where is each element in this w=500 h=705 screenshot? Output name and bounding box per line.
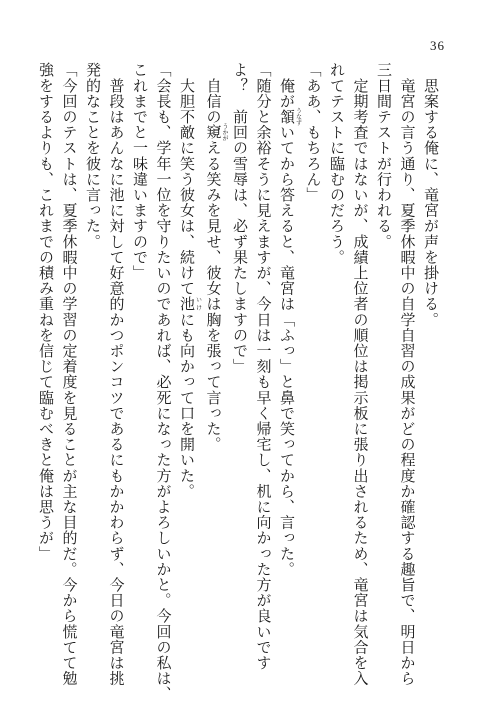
text-line: 俺が頷うなずいてから答えると、竜宮は「ふっ」と鼻で笑ってから、言った。 (278, 62, 302, 577)
text-line: 大胆不敵に笑う彼女は、続けて池いけにも向かって口を開いた。 (178, 62, 202, 499)
text-line: 思案する俺に、竜宮が声を掛ける。 (422, 62, 440, 328)
text-line: 自信の窺うかがえる笑みを見せ、彼女は胸を張って言った。 (204, 62, 228, 453)
text-line: これまでと一味違いますので」 (131, 62, 149, 281)
text-line: 竜宮の言う通り、夏季休暇中の自学自習の成果がどの程度か確認する趣旨で、明日から (398, 62, 417, 686)
body-text (37, 62, 442, 702)
text-line: 定期考査ではないが、成績上位者の順位は掲示板に張り出されるため、竜宮は気合を入 (351, 62, 370, 686)
text-line: れてテストに臨むのだろう。 (328, 62, 346, 265)
text-line: 「随分と余裕そうに見えますが、今日は一刻も早く帰宅し、机に向かった方が良いです (254, 62, 273, 671)
furigana-ruby: 池いけ (178, 296, 202, 312)
text-line: 三日間テストが行われる。 (375, 62, 393, 250)
text-line: 「今回のテストは、夏季休暇中の学習の定着度を見ることが主な目的だ。今から慌てて勉 (60, 62, 79, 686)
furigana-reading: いけ (194, 296, 202, 312)
text-line: 発的なことを彼に言った。 (84, 62, 102, 250)
text-line: よ？ 前回の雪辱は、必ず果たしますので」 (231, 62, 249, 374)
furigana-reading: うなず (294, 107, 302, 126)
furigana-ruby: 窺うかが (204, 123, 228, 142)
page-number: 36 (430, 38, 445, 53)
furigana-reading: うかが (221, 123, 228, 142)
text-line: 「ああ、もちろん」 (304, 62, 323, 203)
text-line: 「会長も、学年一位を守りたいのであれば、必死になった方がよろしいかと。今回の私は、 (154, 62, 173, 702)
furigana-ruby: 頷うなず (278, 107, 302, 126)
text-line: 普段はあんなに池に対して好意的かつポンコツであるにもかかわらず、今日の竜宮は挑 (107, 62, 126, 686)
text-line: 強をするよりも、これまでの積み重ねを信じて臨むべきと俺は思うが」 (37, 62, 55, 562)
